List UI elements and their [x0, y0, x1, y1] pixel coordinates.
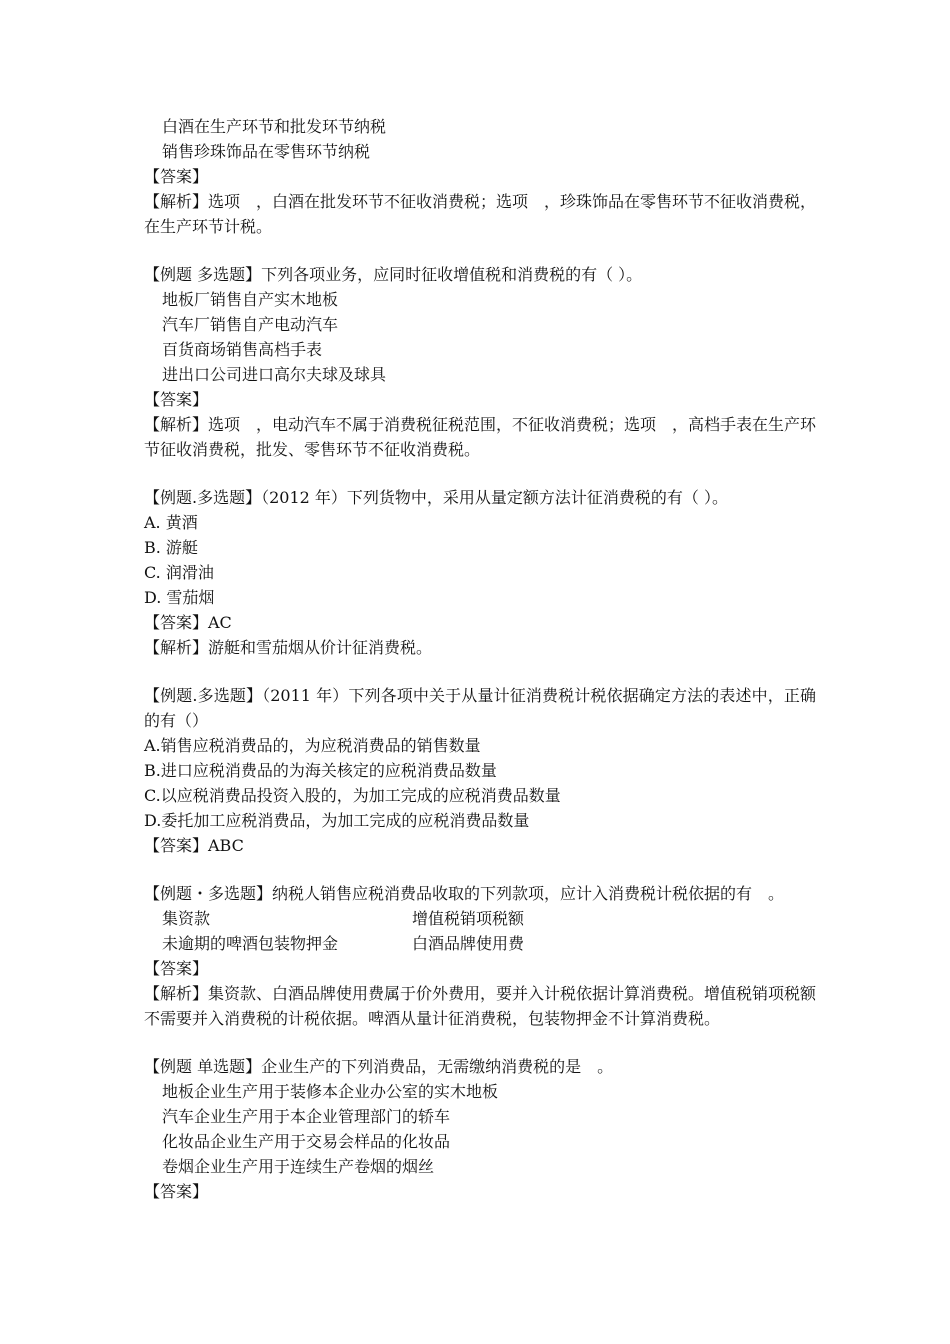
option: D.委托加工应税消费品，为加工完成的应税消费品数量 [144, 811, 530, 830]
question-block-3 [144, 485, 816, 660]
option: 化妆品企业生产用于交易会样品的化妆品 [162, 1132, 451, 1151]
answer-line: 【答案】 [144, 390, 209, 409]
option: B. 游艇 [144, 538, 198, 557]
option: 增值税销项税额 [412, 909, 525, 928]
option: 地板厂销售自产实木地板 [162, 290, 339, 309]
option: A.销售应税消费品的，为应税消费品的销售数量 [144, 736, 481, 755]
analysis-text: 【解析】选项 ，电动汽车不属于消费税征税范围，不征收消费税；选项 ，高档手表在生产环节征收消费税，批发、零售环节不征收消费税。 [144, 415, 817, 459]
question-text: 【例题 多选题】下列各项业务，应同时征收增值税和消费税的有（ ）。 [144, 265, 643, 284]
question-block-5 [144, 881, 816, 1031]
option: 进出口公司进口高尔夫球及球具 [162, 365, 387, 384]
option: C.以应税消费品投资入股的，为加工完成的应税消费品数量 [144, 786, 561, 805]
question-block-6 [144, 1054, 816, 1204]
option: 汽车企业生产用于本企业管理部门的轿车 [162, 1107, 451, 1126]
option: 卷烟企业生产用于连续生产卷烟的烟丝 [162, 1157, 435, 1176]
analysis-text: 【解析】集资款、白酒品牌使用费属于价外费用，要并入计税依据计算消费税。增值税销项税额不需要并入消费税的计税依据。啤酒从量计征消费税，包装物押金不计算消费税。 [144, 984, 817, 1028]
answer-line: 【答案】ABC [144, 836, 244, 855]
option: B.进口应税消费品的为海关核定的应税消费品数量 [144, 761, 497, 780]
question-text: 【例题.多选题】（2011 年）下列各项中关于从量计征消费税计税依据确定方法的表述中，正确的有（） [144, 686, 816, 730]
option: 销售珍珠饰品在零售环节纳税 [162, 142, 371, 161]
option: A. 黄酒 [144, 513, 198, 532]
question-block-2 [144, 262, 816, 462]
answer-line: 【答案】 [144, 167, 209, 186]
question-text: 【例题 单选题】企业生产的下列消费品，无需缴纳消费税的是 。 [144, 1057, 614, 1076]
question-block-1 [144, 114, 816, 239]
answer-line: 【答案】 [144, 959, 209, 978]
answer-line: 【答案】 [144, 1182, 209, 1201]
option: 未逾期的啤酒包装物押金 [162, 934, 339, 953]
option: C. 润滑油 [144, 563, 214, 582]
option-row [144, 906, 816, 931]
question-text: 【例题.多选题】（2012 年）下列货物中，采用从量定额方法计征消费税的有（ ）。 [144, 488, 728, 507]
option: 地板企业生产用于装修本企业办公室的实木地板 [162, 1082, 499, 1101]
option: 集资款 [162, 909, 211, 928]
analysis-text: 【解析】游艇和雪茄烟从价计征消费税。 [144, 638, 433, 657]
option: 汽车厂销售自产电动汽车 [162, 315, 339, 334]
document-page [144, 114, 816, 1204]
answer-line: 【答案】AC [144, 613, 232, 632]
option-row [144, 931, 816, 956]
option: D. 雪茄烟 [144, 588, 215, 607]
question-block-4 [144, 683, 816, 858]
option: 白酒品牌使用费 [412, 934, 525, 953]
option: 白酒在生产环节和批发环节纳税 [162, 117, 387, 136]
analysis-text: 【解析】选项 ，白酒在批发环节不征收消费税；选项 ，珍珠饰品在零售环节不征收消费税，在生产环节计税。 [144, 192, 817, 236]
question-text: 【例题・多选题】纳税人销售应税消费品收取的下列款项，应计入消费税计税依据的有 。 [144, 884, 785, 903]
option: 百货商场销售高档手表 [162, 340, 323, 359]
